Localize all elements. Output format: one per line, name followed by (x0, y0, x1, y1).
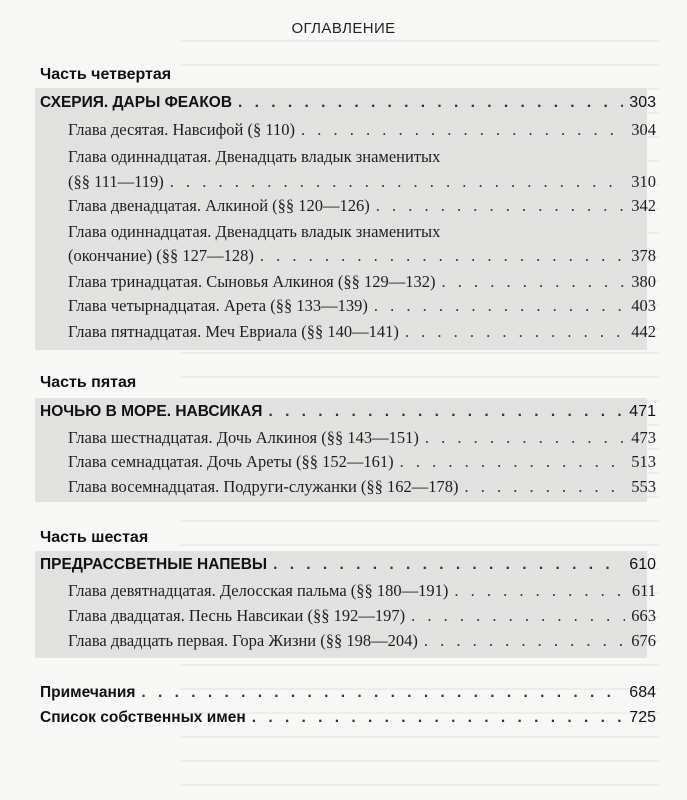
chapter-title: Глава десятая. Навсифой (§ 110) (68, 120, 295, 139)
page-number: 553 (631, 477, 656, 496)
chapter-title: Глава тринадцатая. Сыновья Алкиноя (§§ 129—132) (68, 272, 436, 291)
chapter-entry[interactable] (68, 120, 656, 140)
chapter-title-line1: Глава одиннадцатая. Двенадцать владык знаменитых (68, 222, 441, 241)
leader-dots (405, 322, 625, 342)
chapter-title: Глава семнадцатая. Дочь Ареты (§§ 152—161) (68, 452, 394, 471)
chapter-title: (§§ 111—119) (68, 172, 164, 191)
page-number: 380 (631, 272, 656, 291)
chapter-title: Глава восемнадцатая. Подруги-служанки (§§ 162—178) (68, 477, 459, 496)
chapter-entry[interactable] (68, 272, 656, 292)
chapter-entry[interactable] (68, 606, 656, 626)
leader-dots (268, 403, 623, 421)
page-number: 403 (631, 296, 656, 315)
chapter-title: Глава двадцатая. Песнь Навсикаи (§§ 192—197) (68, 606, 406, 625)
section-title: СХЕРИЯ. ДАРЫ ФЕАКОВ (40, 94, 233, 111)
page-number: 304 (631, 120, 656, 139)
leader-dots (411, 606, 625, 626)
page-number: 442 (631, 322, 656, 341)
chapter-title: Глава шестнадцатая. Дочь Алкиноя (§§ 143—151) (68, 428, 419, 447)
section-entry[interactable] (40, 556, 656, 574)
back-matter-entry[interactable] (40, 684, 656, 702)
chapter-entry[interactable] (68, 452, 656, 472)
back-matter-entry[interactable] (40, 709, 656, 727)
back-matter-title: Список собственных имен (40, 709, 246, 726)
leader-dots (260, 246, 625, 266)
back-matter-title: Примечания (40, 684, 136, 701)
chapter-entry[interactable] (68, 296, 656, 316)
page-number: 310 (631, 172, 656, 191)
page-number: 303 (629, 94, 656, 111)
leader-dots (442, 272, 626, 292)
part-label: Часть пятая (40, 374, 137, 391)
page-number: 684 (629, 684, 656, 701)
page-number: 676 (631, 631, 656, 650)
leader-dots (425, 428, 625, 448)
chapter-entry[interactable] (68, 631, 656, 651)
chapter-title-line1: Глава одиннадцатая. Двенадцать владык знаменитых (68, 147, 441, 166)
page-number: 473 (631, 428, 656, 447)
chapter-entry[interactable] (68, 172, 656, 192)
section-title: ПРЕДРАССВЕТНЫЕ НАПЕВЫ (40, 556, 268, 573)
chapter-title: Глава четырнадцатая. Арета (§§ 133—139) (68, 296, 368, 315)
chapter-entry[interactable] (68, 477, 656, 497)
page-number: 611 (631, 581, 656, 600)
part-label: Часть шестая (40, 529, 149, 546)
leader-dots (301, 120, 625, 140)
leader-dots (141, 684, 623, 702)
chapter-title: Глава двадцать первая. Гора Жизни (§§ 198—204) (68, 631, 418, 650)
page-number: 513 (631, 452, 656, 471)
toc-title: ОГЛАВЛЕНИЕ (291, 20, 396, 37)
chapter-entry[interactable] (68, 581, 656, 601)
leader-dots (424, 631, 625, 651)
leader-dots (465, 477, 626, 497)
chapter-title: Глава девятнадцатая. Делосская пальма (§§ 180—191) (68, 581, 449, 600)
leader-dots (376, 196, 625, 216)
page-number: 342 (631, 196, 656, 215)
chapter-entry[interactable] (68, 428, 656, 448)
chapter-entry[interactable] (68, 196, 656, 216)
chapter-title: Глава пятнадцатая. Меч Евриала (§§ 140—141) (68, 322, 399, 341)
section-title: НОЧЬЮ В МОРЕ. НАВСИКАЯ (40, 403, 263, 420)
page-number: 663 (631, 606, 656, 625)
section-entry[interactable] (40, 94, 656, 112)
page-number: 725 (629, 709, 656, 726)
page-number: 471 (629, 403, 656, 420)
leader-dots (454, 581, 625, 601)
leader-dots (252, 709, 624, 727)
chapter-entry[interactable] (68, 322, 656, 342)
chapter-title: Глава двенадцатая. Алкиной (§§ 120—126) (68, 196, 370, 215)
section-entry[interactable] (40, 403, 656, 421)
page-number: 378 (631, 246, 656, 265)
page-number: 610 (629, 556, 656, 573)
leader-dots (400, 452, 626, 472)
leader-dots (374, 296, 625, 316)
part-label: Часть четвертая (40, 66, 172, 83)
leader-dots (170, 172, 625, 192)
chapter-entry[interactable] (68, 246, 656, 266)
leader-dots (238, 94, 623, 112)
leader-dots (273, 556, 623, 574)
chapter-title: (окончание) (§§ 127—128) (68, 246, 254, 265)
